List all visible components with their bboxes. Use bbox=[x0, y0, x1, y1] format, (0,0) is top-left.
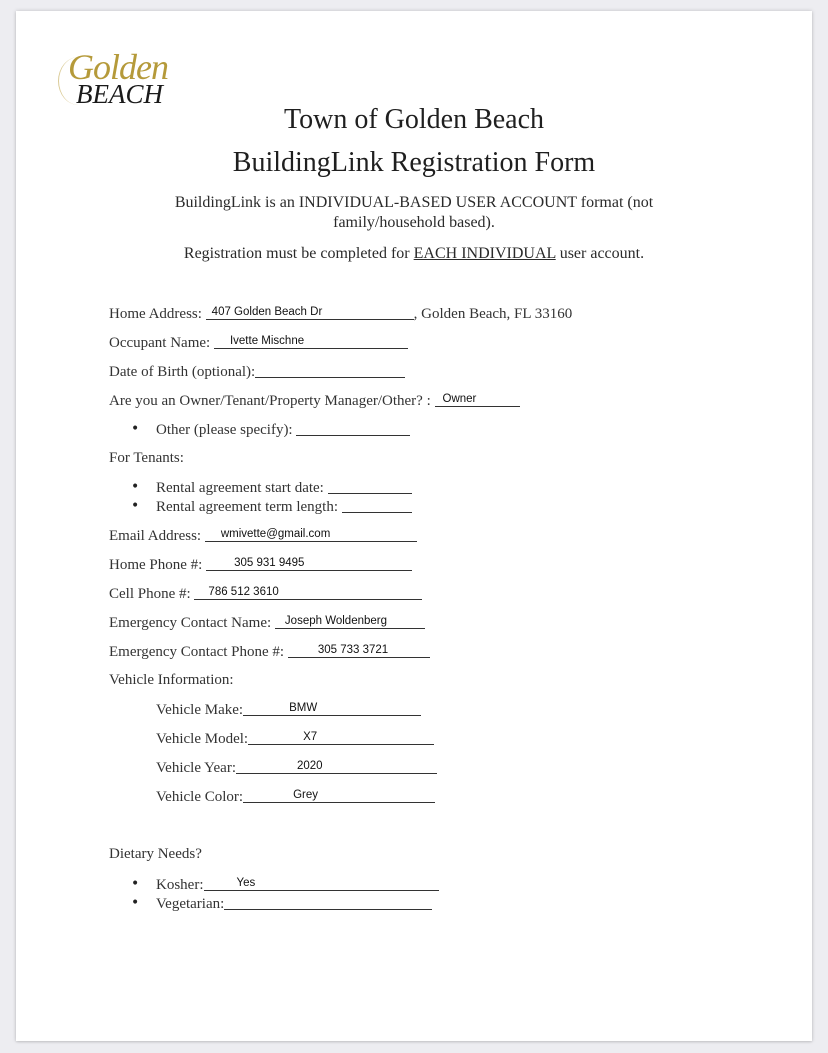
vehicle-year-field[interactable] bbox=[236, 758, 437, 774]
other-specify-field[interactable] bbox=[296, 420, 410, 436]
home-address-row bbox=[109, 304, 572, 323]
occupant-name-row bbox=[109, 333, 408, 352]
kosher-row bbox=[156, 875, 439, 894]
cell-phone-value: 786 512 3610 bbox=[208, 585, 279, 598]
home-phone-field[interactable] bbox=[206, 555, 412, 571]
bullet-icon: • bbox=[131, 895, 140, 911]
occupant-type-row bbox=[109, 391, 520, 410]
bullet-icon: • bbox=[131, 421, 140, 437]
emergency-phone-label: Emergency Contact Phone #: bbox=[109, 644, 285, 660]
home-address-value: 407 Golden Beach Dr bbox=[211, 305, 323, 318]
email-field[interactable] bbox=[205, 526, 417, 542]
rental-term-field[interactable] bbox=[342, 497, 412, 513]
emergency-phone-field[interactable] bbox=[288, 642, 430, 658]
bullet-icon: • bbox=[131, 876, 140, 892]
vehicle-color-row bbox=[156, 787, 435, 806]
for-tenants-heading: For Tenants: bbox=[109, 450, 184, 466]
vehicle-model-value: X7 bbox=[303, 730, 318, 743]
home-address-label: Home Address: bbox=[109, 306, 202, 322]
home-phone-row bbox=[109, 555, 412, 574]
emergency-name-label: Emergency Contact Name: bbox=[109, 615, 272, 631]
rental-start-field[interactable] bbox=[328, 478, 412, 494]
document-page bbox=[16, 11, 812, 1041]
vehicle-year-value: 2020 bbox=[296, 759, 323, 772]
emergency-phone-row bbox=[109, 642, 430, 661]
vehicle-make-label: Vehicle Make: bbox=[156, 702, 244, 718]
home-phone-value: 305 931 9495 bbox=[234, 556, 305, 569]
vegetarian-label: Vegetarian: bbox=[156, 896, 225, 912]
vehicle-year-label: Vehicle Year: bbox=[156, 760, 236, 776]
cell-phone-row bbox=[109, 584, 422, 603]
other-specify-row bbox=[156, 420, 410, 439]
emergency-phone-value: 305 733 3721 bbox=[317, 643, 389, 656]
vehicle-color-value: Grey bbox=[293, 788, 318, 801]
individual-account-notice: BuildingLink is an INDIVIDUAL-BASED USER ACCOUNT format (not family/household based). bbox=[174, 194, 654, 231]
vehicle-model-row bbox=[156, 729, 434, 748]
occupant-name-value: Ivette Mischne bbox=[229, 334, 305, 347]
vehicle-make-value: BMW bbox=[289, 701, 318, 714]
emergency-name-field[interactable] bbox=[275, 613, 425, 629]
dietary-heading: Dietary Needs? bbox=[109, 846, 202, 862]
notice-suffix: user account. bbox=[555, 245, 645, 262]
dob-label: Date of Birth (optional): bbox=[109, 364, 256, 380]
home-address-field[interactable] bbox=[206, 304, 414, 320]
cell-phone-field[interactable] bbox=[194, 584, 422, 600]
vegetarian-field[interactable] bbox=[224, 894, 432, 910]
vegetarian-row bbox=[156, 894, 432, 913]
email-value: wmivette@gmail.com bbox=[220, 527, 331, 540]
logo-golden-text: Golden bbox=[68, 47, 168, 87]
kosher-label: Kosher: bbox=[156, 877, 204, 893]
logo-beach-text: BEACH bbox=[76, 79, 163, 109]
occupant-name-label: Occupant Name: bbox=[109, 335, 211, 351]
cell-phone-label: Cell Phone #: bbox=[109, 586, 191, 602]
other-specify-label: Other (please specify): bbox=[156, 422, 293, 438]
emergency-name-row bbox=[109, 613, 425, 632]
page-title: Town of Golden Beach bbox=[283, 104, 545, 135]
rental-start-row bbox=[156, 478, 412, 497]
email-label: Email Address: bbox=[109, 528, 202, 544]
home-address-suffix: , Golden Beach, FL 33160 bbox=[413, 306, 573, 322]
vehicle-year-row bbox=[156, 758, 437, 777]
vehicle-model-label: Vehicle Model: bbox=[156, 731, 249, 747]
emergency-name-value: Joseph Woldenberg bbox=[284, 614, 388, 627]
form-title: BuildingLink Registration Form bbox=[232, 147, 596, 178]
dob-field[interactable] bbox=[255, 362, 405, 378]
vehicle-make-field[interactable] bbox=[243, 700, 421, 716]
dob-row bbox=[109, 362, 405, 381]
notice-prefix: Registration must be completed for bbox=[183, 245, 414, 262]
home-phone-label: Home Phone #: bbox=[109, 557, 203, 573]
vehicle-model-field[interactable] bbox=[248, 729, 434, 745]
kosher-value: Yes bbox=[236, 876, 256, 889]
occupant-name-field[interactable] bbox=[214, 333, 408, 349]
kosher-field[interactable] bbox=[204, 875, 439, 891]
occupant-type-field[interactable] bbox=[435, 391, 520, 407]
occupant-type-label: Are you an Owner/Tenant/Property Manager/Other? : bbox=[109, 393, 431, 409]
rental-term-label: Rental agreement term length: bbox=[156, 499, 339, 515]
rental-term-row bbox=[156, 497, 412, 516]
registration-notice bbox=[136, 244, 692, 264]
bullet-icon: • bbox=[131, 498, 140, 514]
occupant-type-value: Owner bbox=[442, 392, 477, 405]
notice-emphasis: EACH INDIVIDUAL bbox=[413, 245, 556, 262]
vehicle-make-row bbox=[156, 700, 421, 719]
bullet-icon: • bbox=[131, 479, 140, 495]
golden-beach-logo bbox=[58, 49, 178, 111]
rental-start-label: Rental agreement start date: bbox=[156, 480, 324, 496]
vehicle-color-label: Vehicle Color: bbox=[156, 789, 244, 805]
email-row bbox=[109, 526, 417, 545]
vehicle-heading: Vehicle Information: bbox=[109, 672, 234, 688]
vehicle-color-field[interactable] bbox=[243, 787, 435, 803]
